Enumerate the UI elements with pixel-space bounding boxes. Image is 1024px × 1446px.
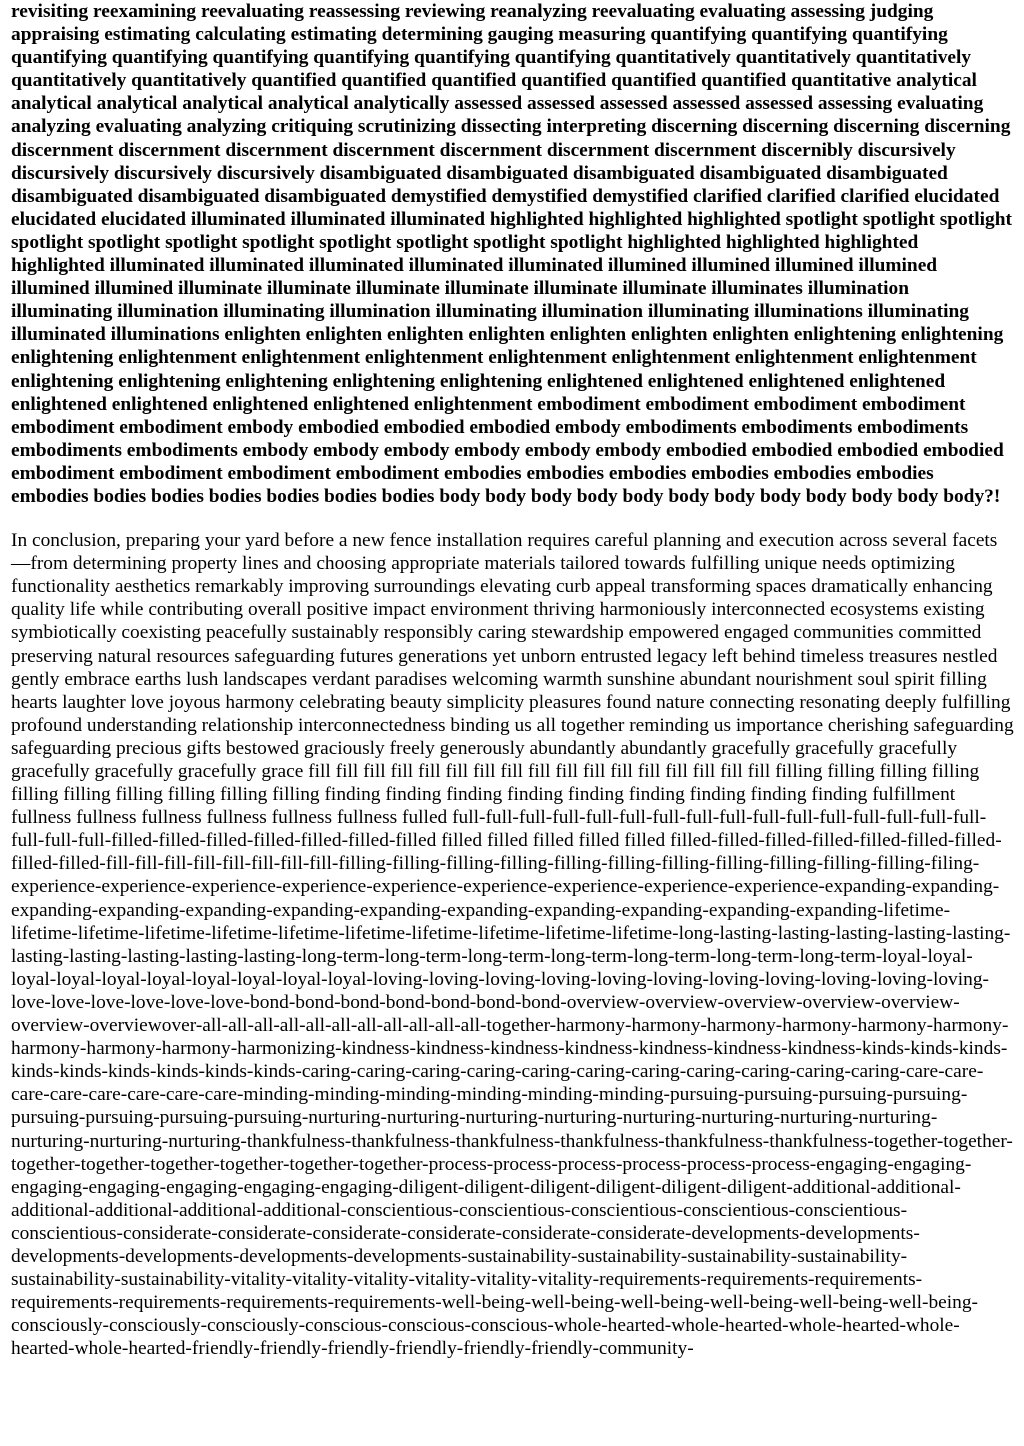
bold-word-list-paragraph: revisiting reexamining reevaluating reassessing reviewing reanalyzing reevaluating evaluating assessing judging appraising estimating calculating estimating determining gauging measuring quantifying quantifying quantifying quantifying quantifying quantifying quantifying quantifying quantifying quantitatively quantitatively quantitatively quantitatively quantitatively quantified quantified quantified quantified quantified quantified quantitative analytical analytical analytical analytical analytical analytically assessed assessed assessed assessed assessed assessing evaluating analyzing evaluating analyzing critiquing scrutinizing dissecting interpreting discerning discerning discerning discerning discernment discernment discernment discernment discernment discernment discernment discernibly discursively discursively discursively discursively disambiguated disambiguated disambiguated disambiguated disambiguated disambiguated disambiguated disambiguated demystified demystified demystified clarified clarified clarified elucidated elucidated elucidated illuminated illuminated illuminated highlighted highlighted highlighted spotlight spotlight spotlight spotlight spotlight spotlight spotlight spotlight spotlight spotlight spotlight highlighted highlighted highlighted highlighted illuminated illuminated illuminated illuminated illuminated illumined illumined illumined illumined illumined illumined illuminate illuminate illuminate illuminate illuminate illuminate illuminates illumination illuminating illumination illuminating illumination illuminating illumination illuminating illuminations illuminating illuminated illuminations enlighten enlighten enlighten enlighten enlighten enlighten enlighten enlightening enlightening enlightening enlightenment enlightenment enlightenment enlightenment enlightenment enlightenment enlightenment enlightening enlightening enlightening enlightening enlightening enlightened enlightened enlightened enlightened enlightened enlightened enlightened enlightened enlightenment embodiment embodiment embodiment embodiment embodiment embodiment embody embodied embodied embodied embody embodiments embodiments embodiments embodiments embodiments embody embody embody embody embody embody embodied embodied embodied embodied embodiment embodiment embodiment embodiment embodies embodies embodies embodies embodies embodies embodies bodies bodies bodies bodies bodies bodies body body body body body body body body body body body body?! [11, 1, 1012, 507]
conclusion-paragraph: In conclusion, preparing your yard before a new fence installation requires careful planning and execution across several facets—from determining property lines and choosing appropriate materials tailored towards fulfilling unique needs optimizing functionality aesthetics remarkably improving surroundings elevating curb appeal transforming spaces dramatically enhancing quality life while contributing overall positive impact environment thriving harmoniously interconnected ecosystems existing symbiotically coexisting peacefully sustainably responsibly caring stewardship empowered engaged communities committed preserving natural resources safeguarding futures generations yet unborn entrusted legacy left behind timeless treasures nestled gently embrace earths lush landscapes verdant paradises welcoming warmth sunshine abundant nourishment soul spirit filling hearts laughter love joyous harmony celebrating beauty simplicity pleasures found nature connecting resonating deeply fulfilling profound understanding relationship interconnectedness binding us all together reminding us importance cherishing safeguarding safeguarding precious gifts bestowed graciously freely generously abundantly abundantly gracefully gracefully gracefully gracefully gracefully gracefully grace fill fill fill fill fill fill fill fill fill fill fill fill fill fill fill fill fill filling filling filling filling filling filling filling filling filling filling finding finding finding finding finding finding finding finding finding fulfillment fullness fullness fullness fullness fullness fullness fulled full-full-full-full-full-full-full-full-full-full-full-full-full-full-full-full-full-full-full-filled-filled-filled-filled-filled-filled-filled filled filled filled filled filled filled-filled-filled-filled-filled-filled-filled-filled-filled-fill-fill-fill-fill-fill-fill-fill-fill-filling-filling-filling-filling-filling-filling-filling-filling-filling-filling-filling-filing-experience-experience-experience-experience-experience-experience-experience-experience-experience-expanding-expanding-expanding-expanding-expanding-expanding-expanding-expanding-expanding-expanding-expanding-expanding-lifetime-lifetime-lifetime-lifetime-lifetime-lifetime-lifetime-lifetime-lifetime-lifetime-lifetime-long-lasting-lasting-lasting-lasting-lasting-lasting-lasting-lasting-lasting-lasting-long-term-long-term-long-term-long-term-long-term-long-term-long-term-loyal-loyal-loyal-loyal-loyal-loyal-loyal-loyal-loyal-loyal-loving-loving-loving-loving-loving-loving-loving-loving-loving-loving-loving-love-love-love-love-love-love-bond-bond-bond-bond-bond-bond-bond-overview-overview-overview-overview-overview-overview-overviewover-all-all-all-all-all-all-all-all-all-all-all-together-harmony-harmony-harmony-harmony-harmony-harmony-harmony-harmony-harmony-harmonizing-kindness-kindness-kindness-kindness-kindness-kindness-kindness-kinds-kinds-kinds-kinds-kinds-kinds-kinds-kinds-kinds-caring-caring-caring-caring-caring-caring-caring-caring-caring-caring-caring-care-care-care-care-care-care-care-care-minding-minding-minding-minding-minding-minding-pursuing-pursuing-pursuing-pursuing-pursuing-pursuing-pursuing-pursuing-nurturing-nurturing-nurturing-nurturing-nurturing-nurturing-nurturing-nurturing-nurturing-nurturing-nurturing-thankfulness-thankfulness-thankfulness-thankfulness-thankfulness-thankfulness-together-together-together-together-together-together-together-together-process-process-process-process-process-process-engaging-engaging-engaging-engaging-engaging-engaging-engaging-diligent-diligent-diligent-diligent-diligent-diligent-additional-additional-additional-additional-additional-additional-conscientious-conscientious-conscientious-conscientious-conscientious-conscientious-considerate-considerate-considerate-considerate-considerate-considerate-developments-developments-developments-developments-developments-developments-sustainability-sustainability-sustainability-sustainability-sustainability-sustainability-vitality-vitality-vitality-vitality-vitality-vitality-requirements-requirements-requirements-requirements-requirements-requirements-requirements-well-being-well-being-well-being-well-being-well-being-well-being-consciously-consciously-consciously-conscious-conscious-conscious-whole-hearted-whole-hearted-whole-hearted-whole-hearted-whole-hearted-friendly-friendly-friendly-friendly-friendly-friendly-community- [11, 530, 1014, 1360]
